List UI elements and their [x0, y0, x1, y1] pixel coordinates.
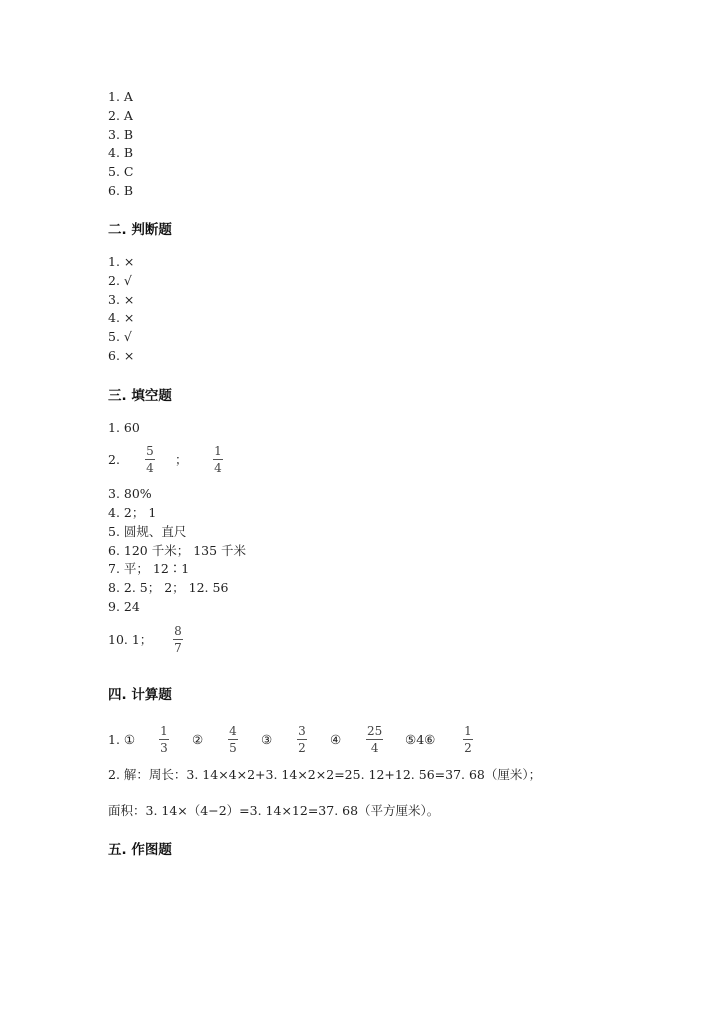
- fraction: [213, 444, 223, 475]
- fraction: [159, 724, 169, 755]
- fraction-denominator: 3: [160, 741, 168, 755]
- answer-item: 7. 平； 12∶1: [108, 561, 190, 576]
- fraction-denominator: 2: [464, 741, 472, 755]
- answer-item: 6. 120 千米； 135 千米: [108, 543, 247, 558]
- answer-item: 3. B: [108, 127, 134, 142]
- fraction-numerator: 3: [298, 724, 306, 738]
- answer-item: 3. 80%: [108, 486, 152, 501]
- fraction-bar: [173, 639, 183, 640]
- section-heading-fill-blank: 三. 填空题: [108, 388, 172, 404]
- circled-number: ③: [261, 732, 273, 747]
- fraction: [145, 444, 155, 475]
- answer-item: 2. 解：周长：3. 14×4×2+3. 14×2×2=25. 12+12. 56=37. 68（厘米）；: [108, 767, 542, 782]
- answer-item: 6. B: [108, 183, 134, 198]
- answer-item: 9. 24: [108, 599, 140, 614]
- answer-item: 2. A: [108, 108, 133, 123]
- section-heading-drawing: 五. 作图题: [108, 842, 172, 858]
- fraction-bar: [145, 459, 155, 460]
- fraction-denominator: 4: [370, 741, 379, 755]
- fraction-denominator: 7: [174, 641, 182, 655]
- answer-item: 8. 2. 5； 2； 12. 56: [108, 580, 229, 595]
- answer-item: 5. C: [108, 164, 134, 179]
- answer-item: 1. ×: [108, 254, 135, 269]
- answer-item: 4. B: [108, 145, 134, 160]
- circled-number: ⑤4⑥: [405, 732, 436, 747]
- separator: ；: [175, 452, 188, 467]
- fraction: [366, 724, 383, 755]
- fraction-numerator: 8: [174, 624, 182, 638]
- answer-label: 1. ①: [108, 732, 136, 747]
- section-heading-judgement: 二. 判断题: [108, 222, 172, 238]
- fraction-bar: [463, 739, 473, 740]
- fraction: [463, 724, 473, 755]
- answer-item: 6. ×: [108, 348, 135, 363]
- circled-number: ④: [330, 732, 342, 747]
- fraction-denominator: 2: [298, 741, 306, 755]
- fraction: [228, 724, 238, 755]
- answer-item: 3. ×: [108, 292, 135, 307]
- fraction-numerator: 1: [160, 724, 168, 738]
- answer-item: 4. 2； 1: [108, 505, 157, 520]
- fraction-numerator: 5: [146, 444, 154, 458]
- section-heading-calculation: 四. 计算题: [108, 687, 172, 703]
- fraction-bar: [297, 739, 307, 740]
- fraction-bar: [228, 739, 238, 740]
- fraction-numerator: 4: [229, 724, 237, 738]
- answer-item: 5. 圆规、直尺: [108, 524, 187, 539]
- fraction: [173, 624, 183, 655]
- fraction-bar: [159, 739, 169, 740]
- answer-item: 5. √: [108, 329, 132, 344]
- fraction-numerator: 1: [464, 724, 472, 738]
- circled-number: ②: [192, 732, 204, 747]
- answer-label: 10. 1；: [108, 632, 153, 647]
- fraction-denominator: 4: [146, 461, 154, 475]
- answer-item: 1. 60: [108, 420, 140, 435]
- fraction-numerator: 1: [214, 444, 222, 458]
- fraction-denominator: 5: [229, 741, 237, 755]
- fraction-bar: [366, 739, 383, 740]
- answer-item: 面积：3. 14×（4−2）=3. 14×12=37. 68（平方厘米）。: [108, 803, 440, 818]
- answer-item: 1. A: [108, 89, 133, 104]
- fraction-denominator: 4: [214, 461, 222, 475]
- answer-label: 2.: [108, 452, 120, 467]
- fraction-numerator: 25: [367, 724, 383, 738]
- fraction-bar: [213, 459, 223, 460]
- answer-item: 4. ×: [108, 310, 135, 325]
- fraction: [297, 724, 307, 755]
- answer-item: 2. √: [108, 273, 132, 288]
